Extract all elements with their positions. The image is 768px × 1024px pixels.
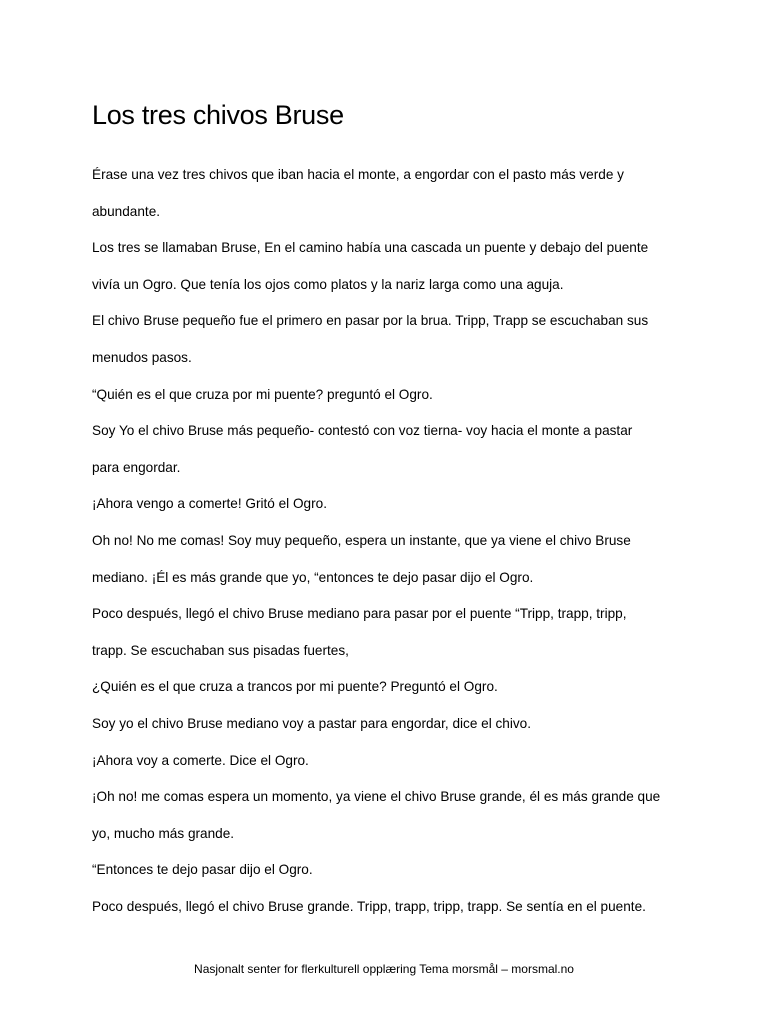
body-line: yo, mucho más grande. bbox=[92, 825, 235, 841]
body-line: “Quién es el que cruza por mi puente? preguntó el Ogro. bbox=[92, 386, 433, 402]
body-line: ¡Ahora vengo a comerte! Gritó el Ogro. bbox=[92, 496, 327, 512]
body-line: vivía un Ogro. Que tenía los ojos como platos y la nariz larga como una aguja. bbox=[92, 276, 564, 292]
body-line: ¡Oh no! me comas espera un momento, ya viene el chivo Bruse grande, él es más grande que bbox=[92, 789, 661, 805]
body-line: Los tres se llamaban Bruse, En el camino había una cascada un puente y debajo del puente bbox=[92, 240, 649, 256]
body-line: para engordar. bbox=[92, 459, 181, 475]
body-line: El chivo Bruse pequeño fue el primero en pasar por la brua. Tripp, Trapp se escuchaban sus bbox=[92, 313, 649, 329]
body-line: Érase una vez tres chivos que iban hacia el monte, a engordar con el pasto más verde y bbox=[92, 167, 624, 182]
page-footer: Nasjonalt senter for flerkulturell opplæring Tema morsmål – morsmal.no bbox=[194, 962, 574, 976]
body-line: trapp. Se escuchaban sus pisadas fuertes, bbox=[92, 642, 349, 658]
body-line: ¡Ahora voy a comerte. Dice el Ogro. bbox=[92, 752, 309, 768]
body-line: abundante. bbox=[92, 203, 161, 219]
body-line: Poco después, llegó el chivo Bruse grande. Tripp, trapp, tripp, trapp. Se sentía en el puente. bbox=[92, 898, 646, 914]
document-title: Los tres chivos Bruse bbox=[92, 100, 344, 130]
body-line: Soy Yo el chivo Bruse más pequeño- contestó con voz tierna- voy hacia el monte a pastar bbox=[92, 423, 633, 439]
body-line: ¿Quién es el que cruza a trancos por mi puente? Preguntó el Ogro. bbox=[92, 679, 498, 695]
document-body bbox=[92, 162, 692, 930]
body-line: Oh no! No me comas! Soy muy pequeño, espera un instante, que ya viene el chivo Bruse bbox=[92, 532, 631, 548]
body-line: menudos pasos. bbox=[92, 349, 192, 365]
body-line: Soy yo el chivo Bruse mediano voy a pastar para engordar, dice el chivo. bbox=[92, 715, 532, 731]
body-line: “Entonces te dejo pasar dijo el Ogro. bbox=[92, 862, 313, 878]
body-line: Poco después, llegó el chivo Bruse mediano para pasar por el puente “Tripp, trapp, tripp, bbox=[92, 606, 627, 622]
body-line: mediano. ¡Él es más grande que yo, “entonces te dejo pasar dijo el Ogro. bbox=[92, 569, 534, 585]
